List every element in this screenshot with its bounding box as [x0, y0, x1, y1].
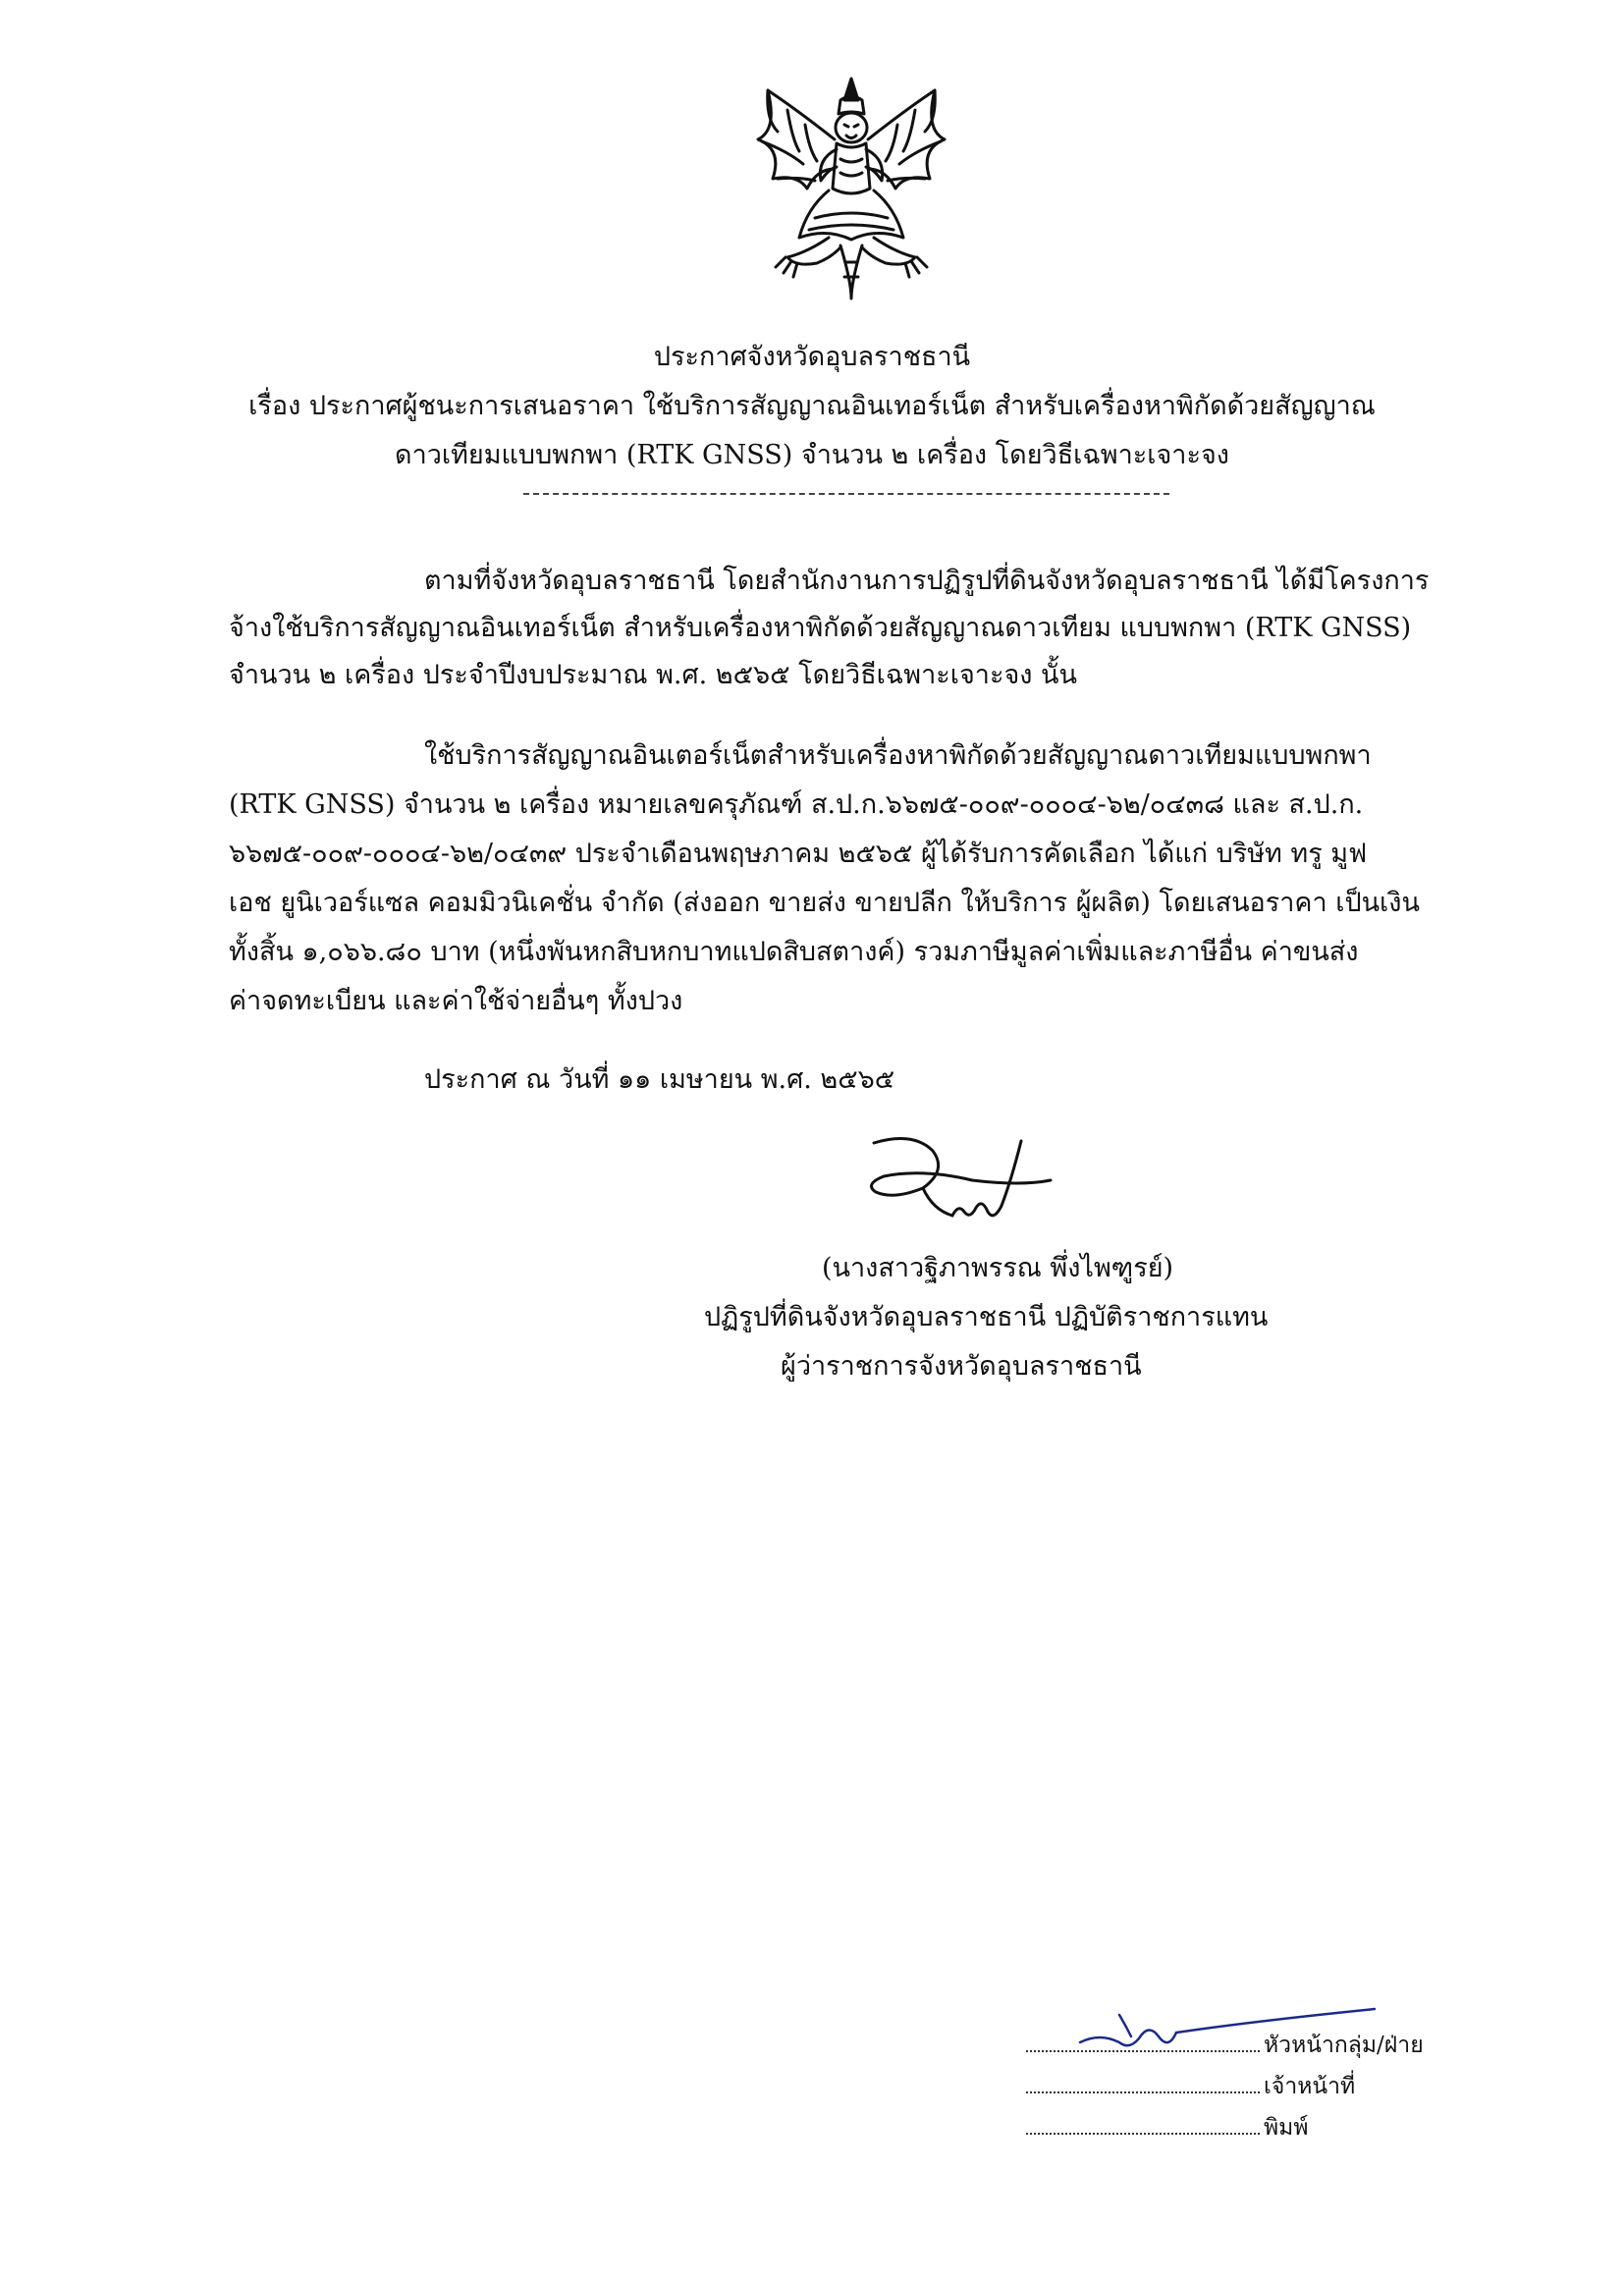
announcement-date: ประกาศ ณ วันที่ ๑๑ เมษายน พ.ศ. ๒๕๖๕ [424, 1064, 895, 1095]
signatory-name: (นางสาวฐิภาพรรณ พึ่งไพฑูรย์) [822, 1253, 1174, 1283]
subject-line-1: เรื่อง ประกาศผู้ชนะการเสนอราคา ใช้บริการสัญญาณอินเทอร์เน็ต สำหรับเครื่องหาพิกัดด้วยสัญญาณ [248, 391, 1376, 421]
para2-line-4: เอช ยูนิเวอร์แซล คอมมิวนิเคชั่น จำกัด (ส่งออก ขายส่ง ขายปลีก ให้บริการ ผู้ผลิต) โดยเสนอราคา เป็นเงิน [229, 888, 1420, 918]
heading-divider [523, 493, 1169, 495]
para2-line-2: (RTK GNSS) จำนวน ๒ เครื่อง หมายเลขครุภัณฑ์ ส.ป.ก.๖๖๗๕-๐๐๙-๐๐๐๔-๖๒/๐๔๓๘ และ ส.ป.ก. [229, 789, 1364, 820]
signatory-position-2: ผู้ว่าราชการจังหวัดอุบลราชธานี [781, 1351, 1142, 1382]
footer-line-officer [1026, 2072, 1355, 2101]
footer-label-officer: เจ้าหน้าที่ [1264, 2074, 1356, 2099]
para2-line-3: ๖๖๗๕-๐๐๙-๐๐๐๔-๖๒/๐๔๓๙ ประจำเดือนพฤษภาคม ๒๕๖๕ ผู้ได้รับการคัดเลือก ได้แก่ บริษัท ทรู มูฟ [229, 839, 1368, 869]
para2-line-5: ทั้งสิ้น ๑,๐๖๖.๘๐ บาท (หนึ่งพันหกสิบหกบาทแปดสิบสตางค์) รวมภาษีมูลค่าเพิ่มและภาษีอื่น ค่าขนส่ง [229, 937, 1359, 967]
footer-label-head: หัวหน้ากลุ่ม/ฝ่าย [1264, 2033, 1424, 2058]
announcement-title: ประกาศจังหวัดอุบลราชธานี [653, 342, 971, 372]
para1-line-3: จำนวน ๒ เครื่อง ประจำปีงบประมาณ พ.ศ. ๒๕๖๕ โดยวิธีเฉพาะเจาะจง นั้น [229, 660, 1077, 690]
para1-line-2: จ้างใช้บริการสัญญาณอินเทอร์เน็ต สำหรับเครื่องหาพิกัดด้วยสัญญาณดาวเทียม แบบพกพา (RTK GNSS) [229, 613, 1412, 643]
signatory-position-1: ปฏิรูปที่ดินจังหวัดอุบลราชธานี ปฏิบัติราชการแทน [704, 1302, 1269, 1332]
para2-line-6: ค่าจดทะเบียน และค่าใช้จ่ายอื่นๆ ทั้งปวง [229, 986, 683, 1016]
para1-line-1: ตามที่จังหวัดอุบลราชธานี โดยสำนักงานการปฏิรูปที่ดินจังหวัดอุบลราชธานี ได้มีโครงการ [424, 566, 1430, 596]
subject-line-2: ดาวเทียมแบบพกพา (RTK GNSS) จำนวน ๒ เครื่อง โดยวิธีเฉพาะเจาะจง [395, 440, 1229, 470]
dotted-line [1026, 2113, 1260, 2135]
dotted-line [1026, 2072, 1260, 2093]
para2-line-1: ใช้บริการสัญญาณอินเตอร์เน็ตสำหรับเครื่องหาพิกัดด้วยสัญญาณดาวเทียมแบบพกพา [424, 740, 1372, 771]
garuda-emblem-icon [738, 71, 964, 306]
signature-icon [854, 1121, 1070, 1239]
footer-line-head [1026, 2031, 1424, 2060]
footer-line-typist [1026, 2113, 1308, 2143]
footer-label-typist: พิมพ์ [1264, 2115, 1309, 2141]
dotted-line [1026, 2031, 1260, 2052]
